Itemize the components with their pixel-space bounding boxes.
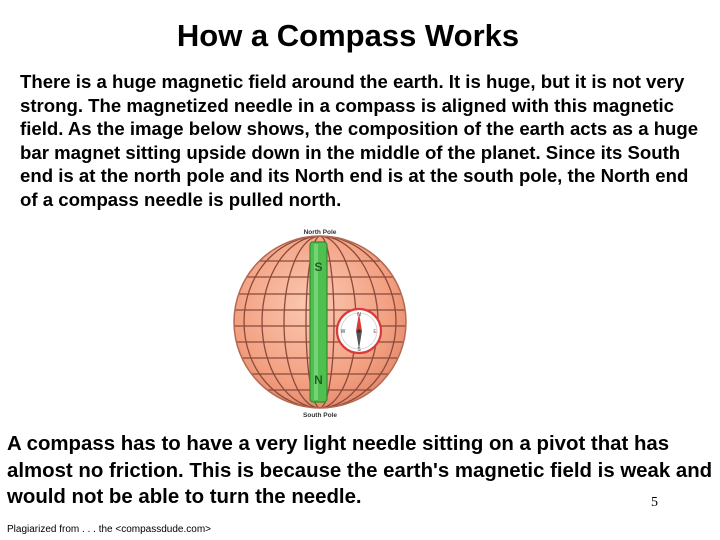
slide-number: 5	[651, 495, 658, 510]
magnet-south-label: S	[314, 260, 323, 274]
compass-n-label: N	[357, 312, 361, 318]
south-pole-label: South Pole	[303, 412, 337, 419]
earth-magnet-diagram	[228, 224, 412, 420]
page-title: How a Compass Works	[176, 18, 520, 53]
magnet-north-label: N	[314, 373, 323, 387]
compass-w-label: W	[340, 329, 346, 335]
source-footer: Plagiarized from . . . the <compassdude.com>	[7, 524, 211, 535]
needle-paragraph: A compass has to have a very light needle sitting on a pivot that has almost no friction. This is because the earth's magnetic field is weak and would not be able to turn the needle.	[7, 433, 713, 508]
compass-e-label: E	[373, 329, 377, 335]
north-pole-label: North Pole	[303, 229, 337, 236]
compass-s-label: S	[357, 347, 361, 353]
compass-icon	[337, 309, 381, 353]
intro-paragraph: There is a huge magnetic field around the earth. It is huge, but it is not very strong. The magnetized needle in a compass is aligned with this magnetic field. As the image below shows, the composition of the earth acts as a huge bar magnet sitting upside down in the middle of the planet. Since its South end is at the north pole and its North end is at the south pole, the North end of a compass needle is pulled north.	[20, 71, 699, 210]
